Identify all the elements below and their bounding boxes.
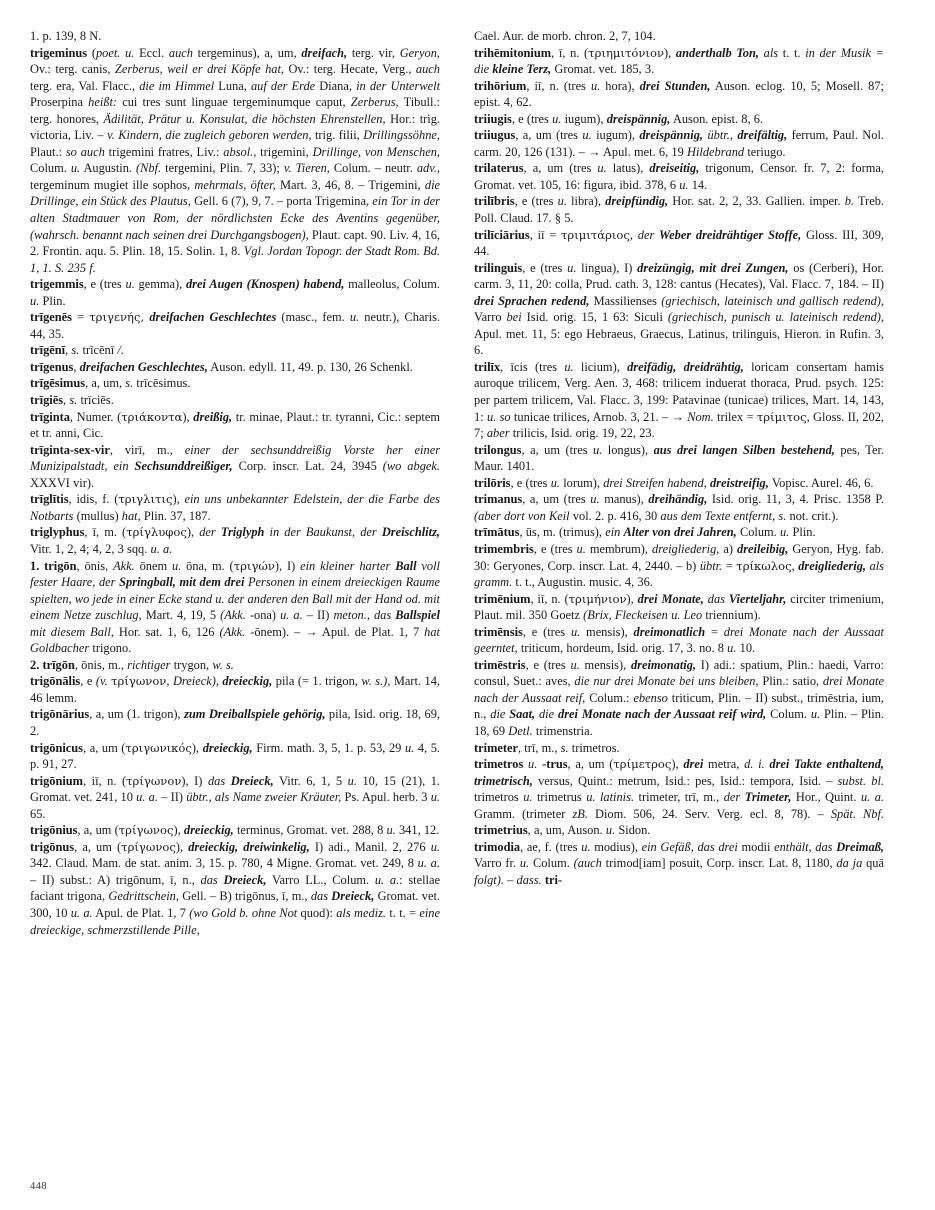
right-text-column: [474, 28, 884, 938]
dictionary-entry: trimembris, e (tres u. membrum), dreigliederig, a) dreileibig, Geryon, Hyg. fab. 30: Geryones, Corp. inscr. Lat. 4, 2440. – b) übtr. = τρίκωλος, dreigliederig, als gramm. t. t., Augustin. music. 4, 36.: [474, 541, 884, 590]
dictionary-entry: trilībris, e (tres u. libra), dreipfündig, Hor. sat. 2, 2, 33. Gallien. imper. b. Treb. Poll. Claud. 17. § 5.: [474, 194, 884, 226]
dictionary-entry: trilōris, e (tres u. lorum), drei Streifen habend, dreistreifig, Vopisc. Aurel. 46, 6.: [474, 475, 874, 490]
dictionary-entry: trīgēsimus, a, um, s. trīcēsimus.: [30, 376, 191, 391]
dictionary-entry: trīglītis, idis, f. (τριγλιτις), ein uns unbekannter Edelstein, der die Farbe des Notbarts (mullus) hat, Plin. 37, 187.: [30, 492, 441, 523]
dictionary-entry: trihēmitonium, ī, n. (τριημιτόνιον), anderthalb Ton, als t. t. in der Musik = die kleine Terz, Gromat. vet. 185, 3.: [474, 45, 885, 77]
dictionary-entry: trigōnius, a, um (τρίγωνος), dreieckig, terminus, Gromat. vet. 288, 8 u. 341, 12.: [30, 823, 440, 838]
left-text-column: [30, 28, 440, 938]
dictionary-entry: 1. p. 139, 8 N.: [30, 29, 102, 43]
dictionary-entry: trilīx, īcis (tres u. licium), dreifädig, dreidrähtig, loricam consertam hamis auroque trilicem, Verg. Aen. 3, 468: trilicem induerat thoraca, Prud. psych. 125: per partem trilicem, Val. Flacc. 3, 199: Patavinae (tunicae) trilices, Mart. 14, 143, 1: u. so tunicae trilices, Arnob. 3, 21. – → Nom. trilex = τρίμιτος, Gloss. II, 202, 7; aber trilicis, Isid. orig. 19, 22, 23.: [474, 359, 885, 441]
dictionary-entry: trigemmis, e (tres u. gemma), drei Augen (Knospen) habend, malleolus, Colum. u. Plin.: [30, 277, 440, 308]
dictionary-entry: trīginta, Numer. (τριάκοντα), dreißig, tr. minae, Plaut.: tr. tyranni, Cic.: septem et tr. anni, Cic.: [30, 409, 440, 441]
dictionary-entry: Cael. Aur. de morb. chron. 2, 7, 104.: [474, 29, 656, 43]
dictionary-entry: triglyphus, ī, m. (τρίγλυφος), der Triglyph in der Baukunst, der Dreischlitz, Vitr. 1, 2, 4; 4, 2, 3 sqq. u. a.: [30, 525, 440, 556]
dictionary-entry: 1. trigōn, ōnis, Akk. ōnem u. ōna, m. (τριγών), I) ein kleiner harter Ball voll fester Haare, der Springball, mit dem drei Personen in einem dreieckigen Raume spielten, wo jede in einer Ecke stand u. der anderen den Ball mit der Hand od. mit einem Netze zuschlug, Mart. 4, 19, 5 (Akk. -ona) u. a. – II) meton., das Ballspiel mit diesem Ball, Hor. sat. 1, 6, 126 (Akk. -ōnem). – → Apul. de Plat. 1, 7 hat Goldbacher trigono.: [30, 558, 440, 656]
dictionary-entry: trigōnārius, a, um (1. trigon), zum Dreiballspiele gehörig, pila, Isid. orig. 18, 69, 2.: [30, 707, 440, 738]
dictionary-entry: trimeter, trī, m., s. trimetros.: [474, 740, 620, 755]
dictionary-entry: trilongus, a, um (tres u. longus), aus drei langen Silben bestehend, pes, Ter. Maur. 1401.: [474, 442, 884, 474]
dictionary-entry: trimodia, ae, f. (tres u. modius), ein Gefäß, das drei modii enthält, das Dreimaß, Varro fr. u. Colum. (auch trimod[iam] posuit, Corp. inscr. Lat. 8, 1180, da ja quā folgt). – dass. tri-: [474, 839, 885, 887]
page-number: 448: [30, 1181, 47, 1192]
dictionary-entry: trimēnium, iī, n. (τριμήνιον), drei Monate, das Vierteljahr, circiter trimenium, Plaut. mil. 350 Goetz (Brix, Fleckeisen u. Leo triennium).: [474, 591, 884, 623]
dictionary-entry: trīginta-sex-vir, virī, m., einer der sechsunddreißig Vorste her einer Munizipalstadt, ein Sechsunddreißiger, Corp. inscr. Lat. 24, 3945 (wo abgek. XXXVI vir).: [30, 442, 441, 490]
dictionary-entry: trigōnālis, e (v. τρίγωνον, Dreieck), dreieckig, pila (= 1. trigon, w. s.), Mart. 14, 46 lemm.: [30, 674, 441, 705]
dictionary-entry: trigeminus (poet. u. Eccl. auch tergeminus), a, um, dreifach, terg. vir, Geryon, Ov.: terg. canis, Zerberus, weil er drei Köpfe hat, Ov.: terg. Hecate, Verg., auch terg. era, Val. Flacc., die im Himmel Luna, auf der Erde Diana, in der Unterwelt Proserpina heißt: cui tres sunt linguae tergeminumque caput, Zerberus, Tibull.: terg. honores, Ädilität, Prätur u. Konsulat, die höchsten Ehrenstellen, Hor.: trig. victoria, Liv. – v. Kindern, die zugleich geboren werden, trig. filii, Drillingssöhne, Plaut.: so auch trigemini fratres, Liv.: absol., trigemini, Drillinge, von Menschen, Colum. u. Augustin. (Nbf. tergemini, Plin. 7, 33); v. Tieren, Colum. – neutr. adv., tergeminum mugiet ille sophos, mehrmals, öfter, Mart. 3, 46, 8. – Trigemini, die Drillinge, ein Stück des Plautus, Gell. 6 (7), 9, 7. – porta Trigemina, ein Tor in der alten Stadtmauer von Rom, der nördlichsten Ecke des Aventins gegenüber, (wahrsch. benannt nach seinen drei Durchgangsbogen), Plaut. capt. 90. Liv. 4, 16, 2. Frontin. aqu. 5. Plin. 18, 15. Solin. 1, 8. Vgl. Jordan Topogr. der Stadt Rom. Bd. 1, 1. S. 235 f.: [30, 45, 441, 275]
dictionary-entry: triiugus, a, um (tres u. iugum), dreispännig, übtr., dreifältig, ferrum, Paul. Nol. carm. 20, 126 (131). – → Apul. met. 6, 19 Hildebrand teriugo.: [474, 128, 884, 159]
dictionary-entry: trihōrium, iī, n. (tres u. hora), drei Stunden, Auson. eclog. 10, 5; Mosell. 87; epist. 4, 62.: [474, 78, 884, 110]
dictionary-entry: trīmātus, ūs, m. (trimus), ein Alter von drei Jahren, Colum. u. Plin.: [474, 525, 816, 540]
dictionary-entry: triiugis, e (tres u. iugum), dreispännig, Auson. epist. 8, 6.: [474, 111, 764, 126]
two-column-body: [30, 28, 905, 938]
dictionary-entry: trigōnium, iī, n. (τρίγωνον), I) das Dreieck, Vitr. 6, 1, 5 u. 10, 15 (21), 1. Gromat. vet. 241, 10 u. a. – II) übtr., als Name zweier Kräuter, Ps. Apul. herb. 3 u. 65.: [30, 773, 440, 821]
dictionary-entry: trimēstris, e (tres u. mensis), dreimonatig, I) adi.: spatium, Plin.: haedi, Varro: consul, Suet.: aves, die nur drei Monate bei uns bleiben, Plin.: satio, drei Monate nach der Aussaat reif, Colum.: ebenso triticum, Plin. – II) subst., trimēstria, ium, n., die Saat, die drei Monate nach der Aussaat reif wird, Colum. u. Plin. – Plin. 18, 69 Detl. trimenstria.: [474, 657, 885, 738]
dictionary-entry: 2. trīgōn, ōnis, m., richtiger trygon, w. s.: [30, 657, 234, 672]
dictionary-entry: trīgēnī, s. trīcēnī /.: [30, 343, 124, 358]
dictionary-entry: trīgenēs = τριγενής, dreifachen Geschlechtes (masc., fem. u. neutr.), Charis. 44, 35.: [30, 310, 440, 341]
dictionary-entry: trigōnus, a, um (τρίγωνος), dreieckig, dreiwinkelig, I) adi., Manil. 2, 276 u. 342. Claud. Mam. de stat. anim. 3, 15. p. 780, 4 Migne. Gromat. vet. 249, 8 u. a. – II) subst.: A) trigōnum, ī, n., das Dreieck, Varro LL., Colum. u. a.: stellae faciant trigona, Gedrittschein, Gell. – B) trigōnus, ī, m., das Dreieck, Gromat. vet. 300, 10 u. a. Apul. de Plat. 1, 7 (wo Gold b. ohne Not quod): als mediz. t. t. = eine dreieckige, schmerzstillende Pille,: [30, 839, 440, 937]
dictionary-entry: trimanus, a, um (tres u. manus), dreihändig, Isid. orig. 11, 3, 4. Prisc. 1358 P. (aber dort von Keil vol. 2. p. 416, 30 aus dem Texte entfernt, s. not. crit.).: [474, 492, 884, 523]
dictionary-entry: trilīciārius, iī = τριμιτάριος, der Weber dreidrähtiger Stoffe, Gloss. III, 309, 44.: [474, 227, 884, 259]
dictionary-entry: trīgiēs, s. trīciēs.: [30, 393, 114, 408]
dictionary-entry: trilaterus, a, um (tres u. latus), dreiseitig, trigonum, Censor. fr. 7, 2: forma, Gromat. vet. 105, 16: figura, ibid. 378, 6 u. 14.: [474, 161, 884, 192]
dictionary-entry: trigōnicus, a, um (τριγωνικός), dreieckig, Firm. math. 3, 5, 1. p. 53, 29 u. 4, 5. p. 91, 27.: [30, 740, 441, 772]
dictionary-entry: trīgenus, dreifachen Geschlechtes, Auson. edyll. 11, 49. p. 130, 26 Schenkl.: [30, 359, 413, 374]
dictionary-entry: trimēnsis, e (tres u. mensis), dreimonatlich = drei Monate nach der Aussaat geerntet, triticum, hordeum, Isid. orig. 17, 3. no. 8 u. 10.: [474, 624, 884, 656]
dictionary-entry: trimetros u. -trus, a, um (τρίμετρος), drei metra, d. i. drei Takte enthaltend, trimetrisch, versus, Quint.: metrum, Isid.: pes, Isid.: tempora, Isid. – subst. bl. trimetros u. trimetrus u. latinis. trimeter, trī, m., der Trimeter, Hor., Quint. u. a. Gramm. (trimeter zB. Diom. 506, 24. Serv. Verg. ecl. 8, 78). – Spät. Nbf. trimetrius, a, um, Auson. u. Sidon.: [474, 757, 885, 838]
dictionary-entry: trilinguis, e (tres u. lingua), I) dreizüngig, mit drei Zungen, os (Cerberi), Hor. carm. 3, 11, 20: colla, Prud. cath. 3, 128: cantus (Hecates), Val. Flacc. 7, 184. – II) drei Sprachen redend, Massilienses (griechisch, lateinisch und gallisch redend), Varro bei Isid. orig. 15, 1 63: Siculi (griechisch, punisch u. lateinisch redend), Apul. met. 11, 5: ego Hebraeus, Graecus, Latinus, trilinguis, Hieron. in Rufin. 3, 6.: [474, 260, 884, 358]
